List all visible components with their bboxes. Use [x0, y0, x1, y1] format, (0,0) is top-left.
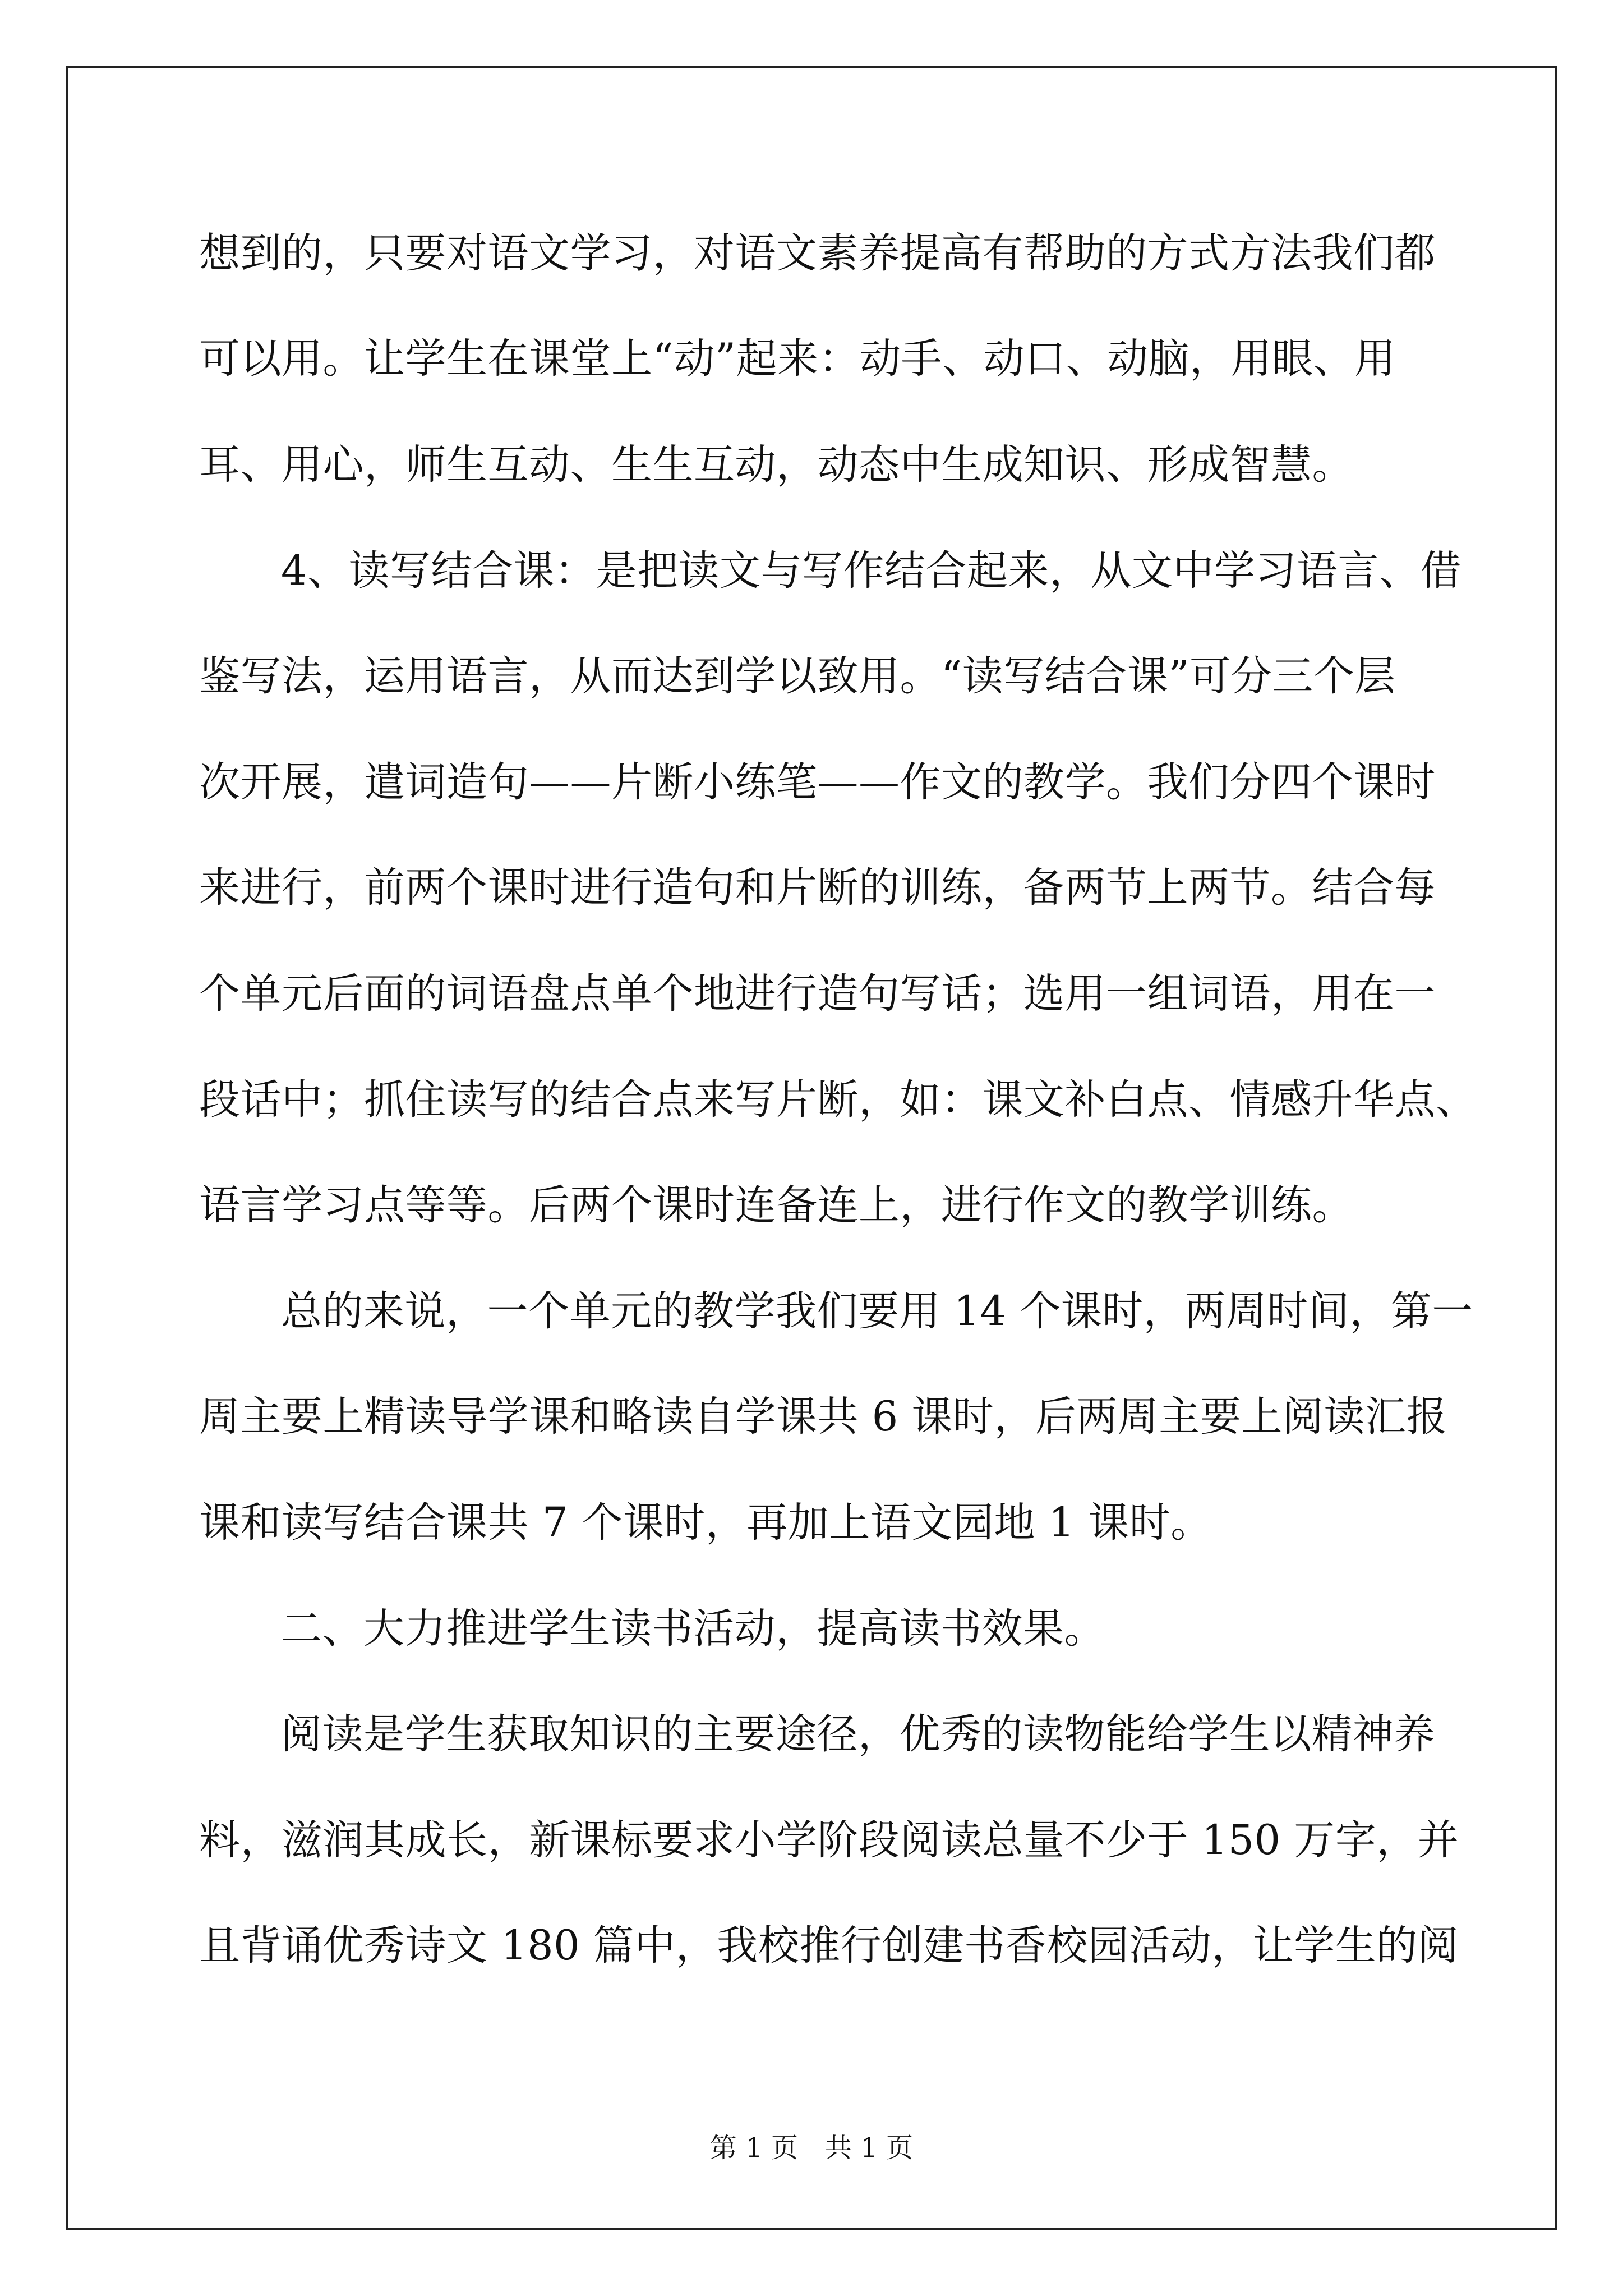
text-line-4: 4、读写结合课：是把读文与写作结合起来，从文中学习语言、借 — [281, 546, 1461, 595]
text-line-1: 想到的，只要对语文学习，对语文素养提高有帮助的方式方法我们都 — [199, 229, 1436, 277]
text-line-16: 料，滋润其成长，新课标要求小学阶段阅读总量不少于 150 万字，并 — [199, 1816, 1459, 1864]
page-number-footer: 第 1 页 共 1 页 — [709, 2132, 914, 2164]
text-line-7: 来进行，前两个课时进行造句和片断的训练，备两节上两节。结合每 — [199, 864, 1436, 912]
text-line-2: 可以用。让学生在课堂上“动”起来：动手、动口、动脑，用眼、用 — [199, 335, 1396, 383]
text-line-5: 鉴写法，运用语言，从而达到学以致用。“读写结合课”可分三个层 — [199, 652, 1396, 701]
text-line-11: 总的来说，一个单元的教学我们要用 14 个课时，两周时间，第一 — [281, 1287, 1473, 1335]
text-line-6: 次开展，遣词造句——片断小练笔——作文的教学。我们分四个课时 — [199, 758, 1436, 806]
text-line-12: 周主要上精读导学课和略读自学课共 6 课时，后两周主要上阅读汇报 — [199, 1393, 1447, 1441]
text-line-15: 阅读是学生获取知识的主要途径，优秀的读物能给学生以精神养 — [281, 1710, 1435, 1759]
text-line-9: 段话中；抓住读写的结合点来写片断，如：课文补白点、情感升华点、 — [199, 1075, 1477, 1124]
text-line-13: 课和读写结合课共 7 个课时，再加上语文园地 1 课时。 — [199, 1498, 1212, 1547]
text-line-14: 二、大力推进学生读书活动，提高读书效果。 — [281, 1604, 1105, 1653]
text-line-10: 语言学习点等等。后两个课时连备连上，进行作文的教学训练。 — [199, 1181, 1353, 1230]
document-body — [199, 196, 1477, 1995]
text-line-8: 个单元后面的词语盘点单个地进行造句写话；选用一组词语，用在一 — [199, 969, 1436, 1018]
text-line-3: 耳、用心，师生互动、生生互动，动态中生成知识、形成智慧。 — [199, 440, 1353, 489]
text-line-17: 且背诵优秀诗文 180 篇中，我校推行创建书香校园活动，让学生的阅 — [199, 1922, 1459, 1970]
